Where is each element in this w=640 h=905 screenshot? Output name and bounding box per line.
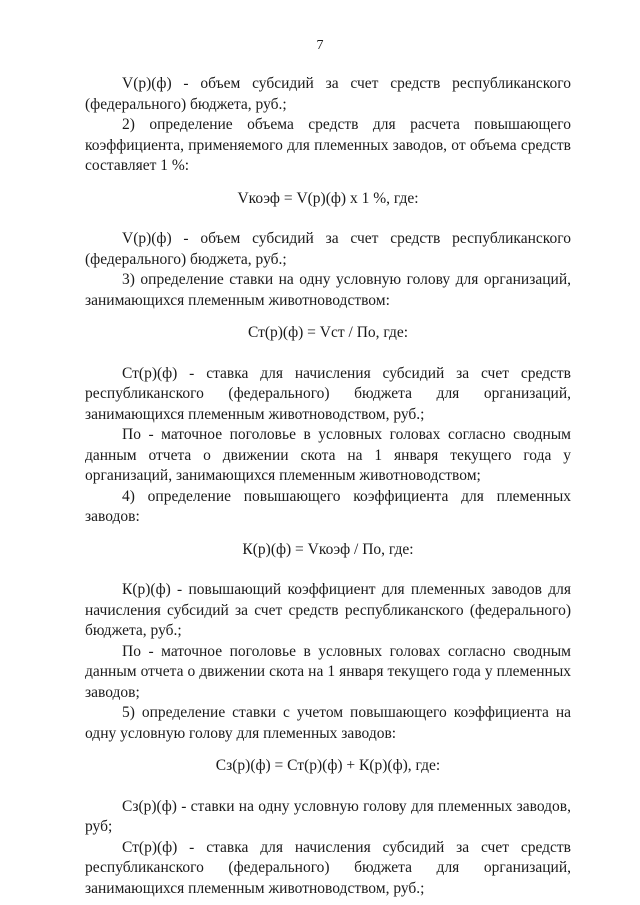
paragraph: Ст(р)(ф) - ставка для начисления субсидий за счет средств республиканского (федерального) бюджета для организаций, занимающихся племенным животноводством, руб.;: [85, 364, 571, 423]
formula: Ст(р)(ф) = Vст / По, где:: [247, 324, 409, 341]
formula: Сз(р)(ф) = Ст(р)(ф) + К(р)(ф), где:: [215, 757, 441, 774]
paragraph: По - маточное поголовье в условных головах согласно сводным данным отчета о движении скота на 1 января текущего года у племенных заводов;: [85, 642, 571, 701]
paragraph: К(р)(ф) - повышающий коэффициент для племенных заводов для начисления субсидий за счет средств республиканского (федерального) бюджета, руб.;: [85, 581, 571, 639]
paragraph: V(р)(ф) - объем субсидий за счет средств республиканского (федерального) бюджета, руб.;: [85, 230, 571, 268]
paragraph: Сз(р)(ф) - ставки на одну условную голову для племенных заводов, руб;: [85, 797, 571, 835]
formula: К(р)(ф) = Vкоэф / По, где:: [242, 540, 414, 558]
paragraph: 4) определение повышающего коэффициента для племенных заводов:: [85, 487, 571, 525]
paragraph: 2) определение объема средств для расчета повышающего коэффициента, применяемого для племенных заводов, от объема средств составляет 1 %:: [85, 116, 571, 174]
paragraph: 3) определение ставки на одну условную голову для организаций, занимающихся племенным животноводством:: [85, 271, 571, 309]
paragraph: По - маточное поголовье в условных головах согласно сводным данным отчета о движении скота на 1 января текущего года у организаций, занимающихся племенным животноводством;: [85, 426, 571, 484]
paragraph: Ст(р)(ф) - ставка для начисления субсидий за счет средств республиканского (федерального) бюджета для организаций, занимающихся племенным животноводством, руб.;: [85, 838, 571, 897]
paragraph: 5) определение ставки с учетом повышающего коэффициента на одну условную голову для племенных заводов:: [85, 704, 571, 742]
page-number: 7: [316, 38, 324, 53]
formula: Vкоэф = V(р)(ф) х 1 %, где:: [237, 189, 419, 207]
paragraph: V(р)(ф) - объем субсидий за счет средств республиканского (федерального) бюджета, руб.;: [85, 75, 571, 113]
document-body: [85, 74, 571, 899]
